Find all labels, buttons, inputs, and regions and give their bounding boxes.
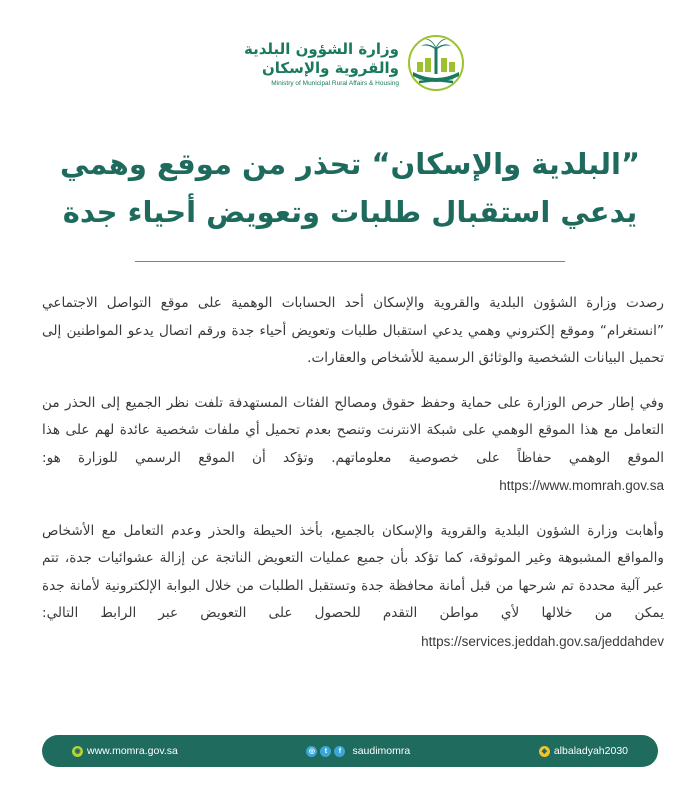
- facebook-icon: f: [334, 746, 345, 757]
- ministry-logo: [240, 28, 465, 98]
- footer-social-handle: saudimomra: [352, 745, 411, 757]
- footer-website[interactable]: [72, 745, 178, 757]
- ministry-official-url[interactable]: https://www.momrah.gov.sa: [499, 478, 664, 493]
- paragraph-3: [42, 518, 664, 657]
- twitter-icon: t: [320, 746, 331, 757]
- title-divider: [135, 261, 565, 262]
- header: [0, 28, 700, 98]
- paragraph-3-text: وأهابت وزارة الشؤون البلدية والقروية والإسكان بالجميع، بأخذ الحيطة والحذر وعدم التعامل مع الأشخاص والمواقع المشبوهة وغير الموثوقة، كما تؤكد بأن جميع عمليات التعويض الناتجة عن إزالة عشوائيات جدة، تتم عبر آلية محددة تم شرحها من قبل أمانة محافظة جدة وتستقبل الطلبات من خلال البوابة الإلكترونية لأمانة جدة يمكن من خلالها لأي مواطن التقدم للحصول على التعويض عبر الرابط التالي:: [42, 522, 664, 621]
- snapchat-icon: ◆: [539, 746, 550, 757]
- paragraph-1: رصدت وزارة الشؤون البلدية والقروية والإسكان أحد الحسابات الوهمية على موقع التواصل الاجتماعي ”انستغرام“ وموقع إلكتروني وهمي يدعي استقبال طلبات وتعويض أحياء جدة ورقم اتصال يدعو المواطنين إلى تحميل البيانات الشخصية والوثائق الرسمية للأشخاص والعقارات.: [42, 295, 664, 366]
- footer-bar: [42, 735, 658, 767]
- article-body: [42, 290, 664, 673]
- footer-snapchat-handle: albaladyah2030: [553, 745, 628, 757]
- logo-name-arabic-line2: والقروية والإسكان: [261, 58, 399, 77]
- social-icons: [306, 746, 345, 757]
- globe-icon: ◉: [72, 746, 83, 757]
- instagram-icon: ◎: [306, 746, 317, 757]
- paragraph-2: [42, 390, 664, 501]
- jeddah-compensation-url[interactable]: https://services.jeddah.gov.sa/jeddahdev: [421, 633, 664, 649]
- paragraph-2-text: وفي إطار حرص الوزارة على حماية وحفظ حقوق ومصالح الفئات المستهدفة تلفت نظر الجميع إلى الحذر من التعامل مع هذا الموقع الوهمي على شبكة الانترنت وتنصح بعدم تحميل أي ملفات شخصية عائدة لهم على هذا الموقع الوهمي حفاظاً على خصوصية معلوماتهم. وتؤكد أن الموقع الرسمي للوزارة هو:: [42, 394, 664, 466]
- footer-social[interactable]: [306, 745, 410, 757]
- footer-snapchat[interactable]: [539, 745, 628, 757]
- headline-line1: ”البلدية والإسكان“ تحذر من موقع وهمي: [59, 147, 641, 181]
- headline: [40, 140, 660, 236]
- footer-website-text: www.momra.gov.sa: [87, 745, 178, 757]
- logo-text: [244, 40, 399, 87]
- logo-name-arabic-line1: وزارة الشؤون البلدية: [243, 39, 399, 58]
- logo-name-english: Ministry of Municipal Rural Affairs & Housing: [271, 79, 399, 87]
- headline-line2: يدعي استقبال طلبات وتعويض أحياء جدة: [62, 195, 638, 229]
- palm-tree-emblem-icon: [407, 32, 465, 94]
